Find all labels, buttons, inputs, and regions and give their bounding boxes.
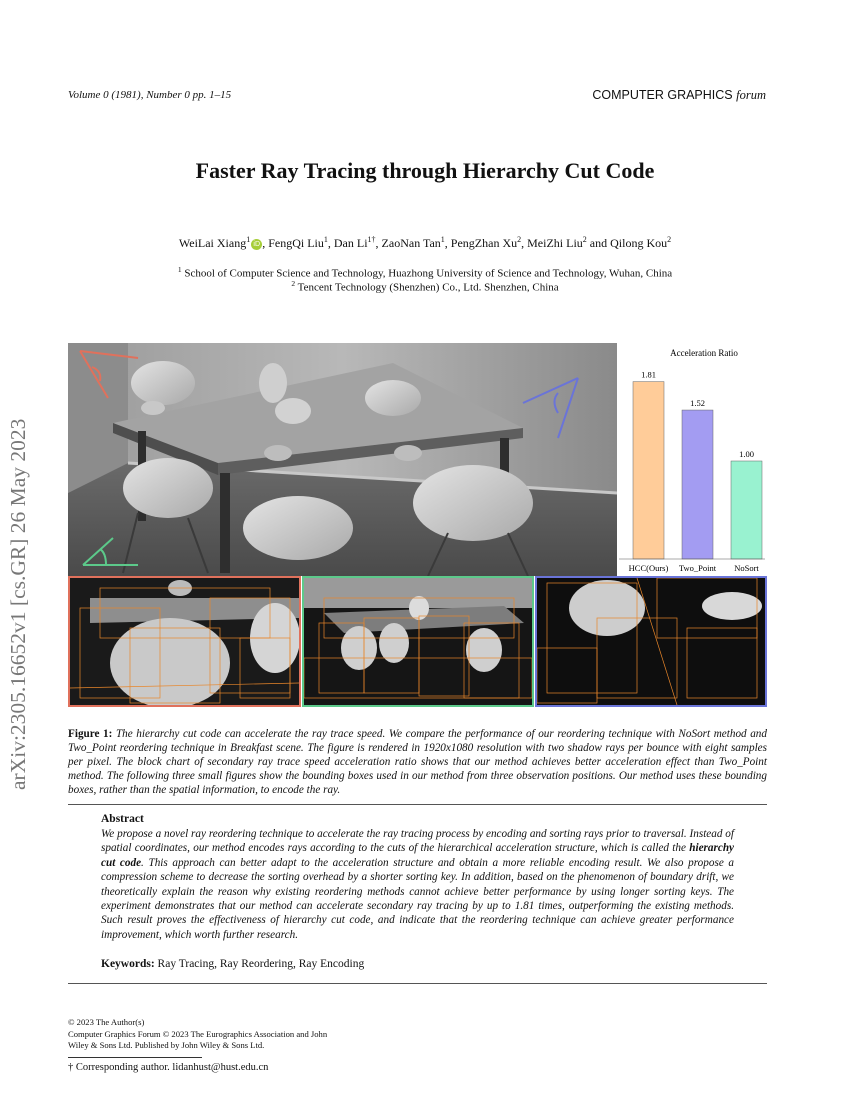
author: Dan $Li^{1\dagger}$ (333, 235, 376, 250)
paper-title: Faster Ray Tracing through Hierarchy Cut Code (195, 158, 655, 183)
bar-two-point (682, 410, 713, 559)
footnote-rule (68, 1057, 202, 1058)
bar-value-label: 1.52 (690, 398, 705, 409)
acceleration-ratio-chart (617, 343, 767, 576)
orcid-icon[interactable]: iD (251, 239, 262, 250)
author: MeiZhi Liu$^2$ (527, 235, 587, 250)
copyright-line: Computer Graphics Forum © 2023 The Eurographics Association and John (68, 1029, 328, 1039)
bbox-view-blue-image (537, 578, 765, 705)
corresponding-author-footnote: † Corresponding author. lidanhust@hust.edu.cn (68, 1062, 269, 1073)
author: ZaoNan Tan$^1$ (381, 235, 445, 250)
abstract-text: We propose a novel ray reordering technique to accelerate the ray tracing process by encoding and sorting rays prior to traversal. Instead of spatial coordinates, our method encodes rays according to the cuts of the hierarchical acceleration structure, which is called the hierarchy cut code. This approach can better adapt to the acceleration structure and obtain a more reliable encoding result. We also propose a compression scheme to decrease the sorting overhead by a shorter sorting key. In addition, based on the phenomenon of boundary drift, we theoretically explain the reason why existing reordering methods cannot achieve better performance by using longer sorting keys. The experiment demonstrates that our method can accelerate secondary ray tracing by up to 1.81 times, outperforming the existing methods. Such result proves the effectiveness of hierarchy cut code, and indicate that the reordering technique can achieve greater performance improvement, which worth further research. (101, 828, 734, 941)
bbox-view-green (302, 576, 534, 707)
author: FengQi Liu$^1$ (268, 235, 328, 250)
affiliation-2: $^2$ Tencent Technology (Shenzhen) Co., Ltd. Shenzhen, China (291, 279, 559, 294)
section-rule-top (68, 804, 767, 805)
journal-name: COMPUTER GRAPHICS forum (592, 88, 766, 102)
bbox-view-red (68, 576, 301, 707)
bar-value-label: 1.81 (641, 369, 656, 380)
arxiv-stamp: arXiv:2305.16652v1 [cs.GR] 26 May 2023 (6, 418, 30, 790)
affiliation-1: $^1$ School of Computer Science and Technology, Huazhong University of Science and Technology, Wuhan, China (177, 265, 673, 280)
bar-chart (617, 343, 767, 576)
author: PengZhan Xu$^2$ (450, 235, 522, 250)
bbox-view-green-image (304, 578, 532, 705)
category-label: NoSort (734, 563, 759, 573)
abstract-heading: Abstract (101, 813, 144, 825)
breakfast-scene (68, 343, 617, 576)
bar-nosort (731, 461, 762, 559)
rendered-scene-image (68, 343, 617, 576)
author-list: WeiLai Xiang$^1$iD , FengQi Liu$^1$, Dan $Li^{1\dagger}$, ZaoNan Tan$^1$, PengZhan Xu$^2$, MeiZhi Liu$^2$ and Qilong Kou$^2$ (178, 235, 672, 250)
bar-hcc-ours- (633, 382, 664, 559)
running-header: Volume 0 (1981), Number 0 pp. 1–15 (68, 89, 232, 101)
copyright-line: Wiley & Sons Ltd. Published by John Wiley & Sons Ltd. (68, 1040, 265, 1050)
category-label: Two_Point (678, 563, 717, 573)
author: WeiLai Xiang$^1$iD (179, 236, 262, 250)
bar-value-label: 1.00 (739, 449, 754, 459)
figure-caption: Figure 1: The hierarchy cut code can accelerate the ray trace speed. We compare the performance of our reordering technique with NoSort method and Two_Point reordering technique in Breakfast scene. The figure is rendered in 1920x1080 resolution with two shadow rays per bounce with eight samples per pixel. The block chart of secondary ray trace speed acceleration ratio shows that our method achieves better acceleration effect than Two_Point method. The following three small figures show the bounding boxes used in our method from three observation positions. Our method uses these bounding boxes, rather than the spatial information, to encode the ray. (68, 728, 767, 796)
keywords: Keywords: Ray Tracing, Ray Reordering, Ray Encoding (101, 958, 365, 970)
bbox-view-red-image (70, 578, 299, 705)
copyright-line: © 2023 The Author(s) (68, 1017, 145, 1027)
author: Qilong Kou$^2$ (610, 235, 672, 250)
section-rule-bottom (68, 983, 767, 984)
chart-title: Acceleration Ratio (670, 348, 738, 358)
category-label: HCC(Ours) (628, 563, 669, 573)
bbox-view-blue (535, 576, 767, 707)
